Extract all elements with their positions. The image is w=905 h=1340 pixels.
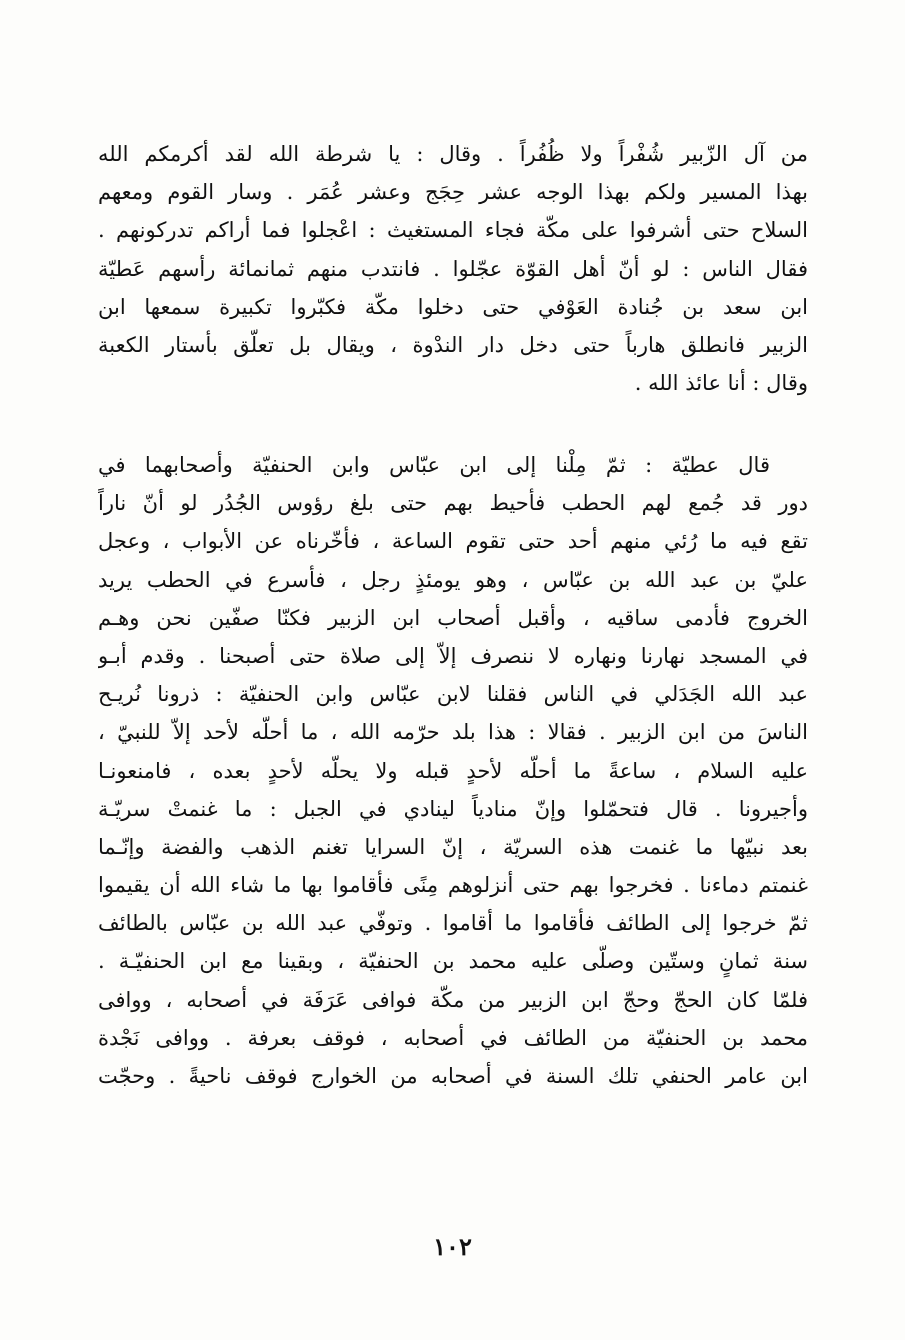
- paragraph-1: [98, 135, 808, 402]
- text-line: وأجيرونا . قال فتحمّلوا وإنّ منادياً لينادي في الجبل : ما غنمتْ سريّـة: [98, 796, 808, 821]
- text-line: الزبير فانطلق هارباً حتى دخل دار الندْوة ، ويقال بل تعلّق بأستار الكعبة: [98, 332, 808, 357]
- text-line: غنمتم دماءنا . فخرجوا بهم حتى أنزلوهم مِنًى فأقاموا بها ما شاء الله أن يقيموا: [98, 873, 808, 898]
- text-line: ثمّ خرجوا إلى الطائف فأقاموا ما أقاموا . وتوفّي عبد الله بن عبّاس بالطائف: [98, 911, 808, 936]
- page-number: ١٠٢: [433, 1232, 472, 1261]
- text-line: محمد بن الحنفيّة من الطائف في أصحابه ، فوقف بعرفة . ووافى نَجْدة: [98, 1025, 808, 1050]
- text-line: عليه السلام ، ساعةً ما أحلّه لأحدٍ قبله ولا يحلّه لأحدٍ بعده ، فامنعونـا: [98, 758, 808, 783]
- text-line: بهذا المسير ولكم بهذا الوجه عشر حِجَج وعشر عُمَر . وسار القوم ومعهم: [98, 180, 808, 205]
- text-line: دور قد جُمع لهم الحطب فأحيط بهم حتى بلغ رؤوس الجُدُر لو أنّ ناراً: [98, 491, 808, 516]
- text-line: في المسجد نهارنا ونهاره لا ننصرف إلاّ إلى صلاة حتى أصبحنا . وقدم أبـو: [98, 643, 808, 668]
- paragraph-2: [98, 446, 808, 1095]
- text-line: فقال الناس : لو أنّ أهل القوّة عجّلوا . فانتدب منهم ثمانمائة رأسهم عَطيّة: [98, 256, 808, 281]
- text-line: الناسَ من ابن الزبير . فقالا : هذا بلد حرّمه الله ، ما أحلّه لأحد إلاّ للنبيّ ،: [98, 720, 808, 745]
- text-line: فلمّا كان الحجّ وحجّ ابن الزبير من مكّة فوافى عَرَفَة في أصحابه ، ووافى: [98, 987, 808, 1012]
- text-line: من آل الزّبير شُفْراً ولا ظُفُراً . وقال : يا شرطة الله لقد أكرمكم الله: [98, 142, 808, 166]
- text-line: السلاح حتى أشرفوا على مكّة فجاء المستغيث : اعْجلوا فما أراكم تدركونهم .: [98, 218, 808, 243]
- text-line: بعد نبيّها ما غنمت هذه السريّة ، إنّ السرايا تغنم الذهب والفضة وإنّـما: [98, 834, 808, 859]
- text-line: عبد الله الجَدَلي في الناس فقلنا لابن عبّاس وابن الحنفيّة : ذرونا نُريـح: [98, 682, 808, 707]
- text-line: ابن عامر الحنفي تلك السنة في أصحابه من الخوارج فوقف ناحيةً . وحجّت: [98, 1064, 808, 1088]
- text-line: الخروج فأدمى ساقيه ، وأقبل أصحاب ابن الزبير فكنّا صفّين نحن وهـم: [98, 605, 808, 630]
- text-line: وقال : أنا عائذ الله .: [634, 371, 808, 396]
- text-line: تقع فيه ما رُئي منهم أحد حتى تقوم الساعة ، فأخّرناه عن الأبواب ، وعجل: [98, 529, 808, 554]
- text-line: عليّ بن عبد الله بن عبّاس ، وهو يومئذٍ رجل ، فأسرع في الحطب يريد: [98, 567, 808, 592]
- text-line: قال عطيّة : ثمّ مِلْنا إلى ابن عبّاس وابن الحنفيّة وأصحابهما في: [98, 453, 770, 477]
- text-line: سنة ثمانٍ وستّين وصلّى عليه محمد بن الحنفيّة ، وبقينا مع ابن الحنفيّـة .: [98, 949, 808, 974]
- text-line: ابن سعد بن جُنادة العَوْفي حتى دخلوا مكّة فكبّروا تكبيرة سمعها ابن: [98, 294, 808, 319]
